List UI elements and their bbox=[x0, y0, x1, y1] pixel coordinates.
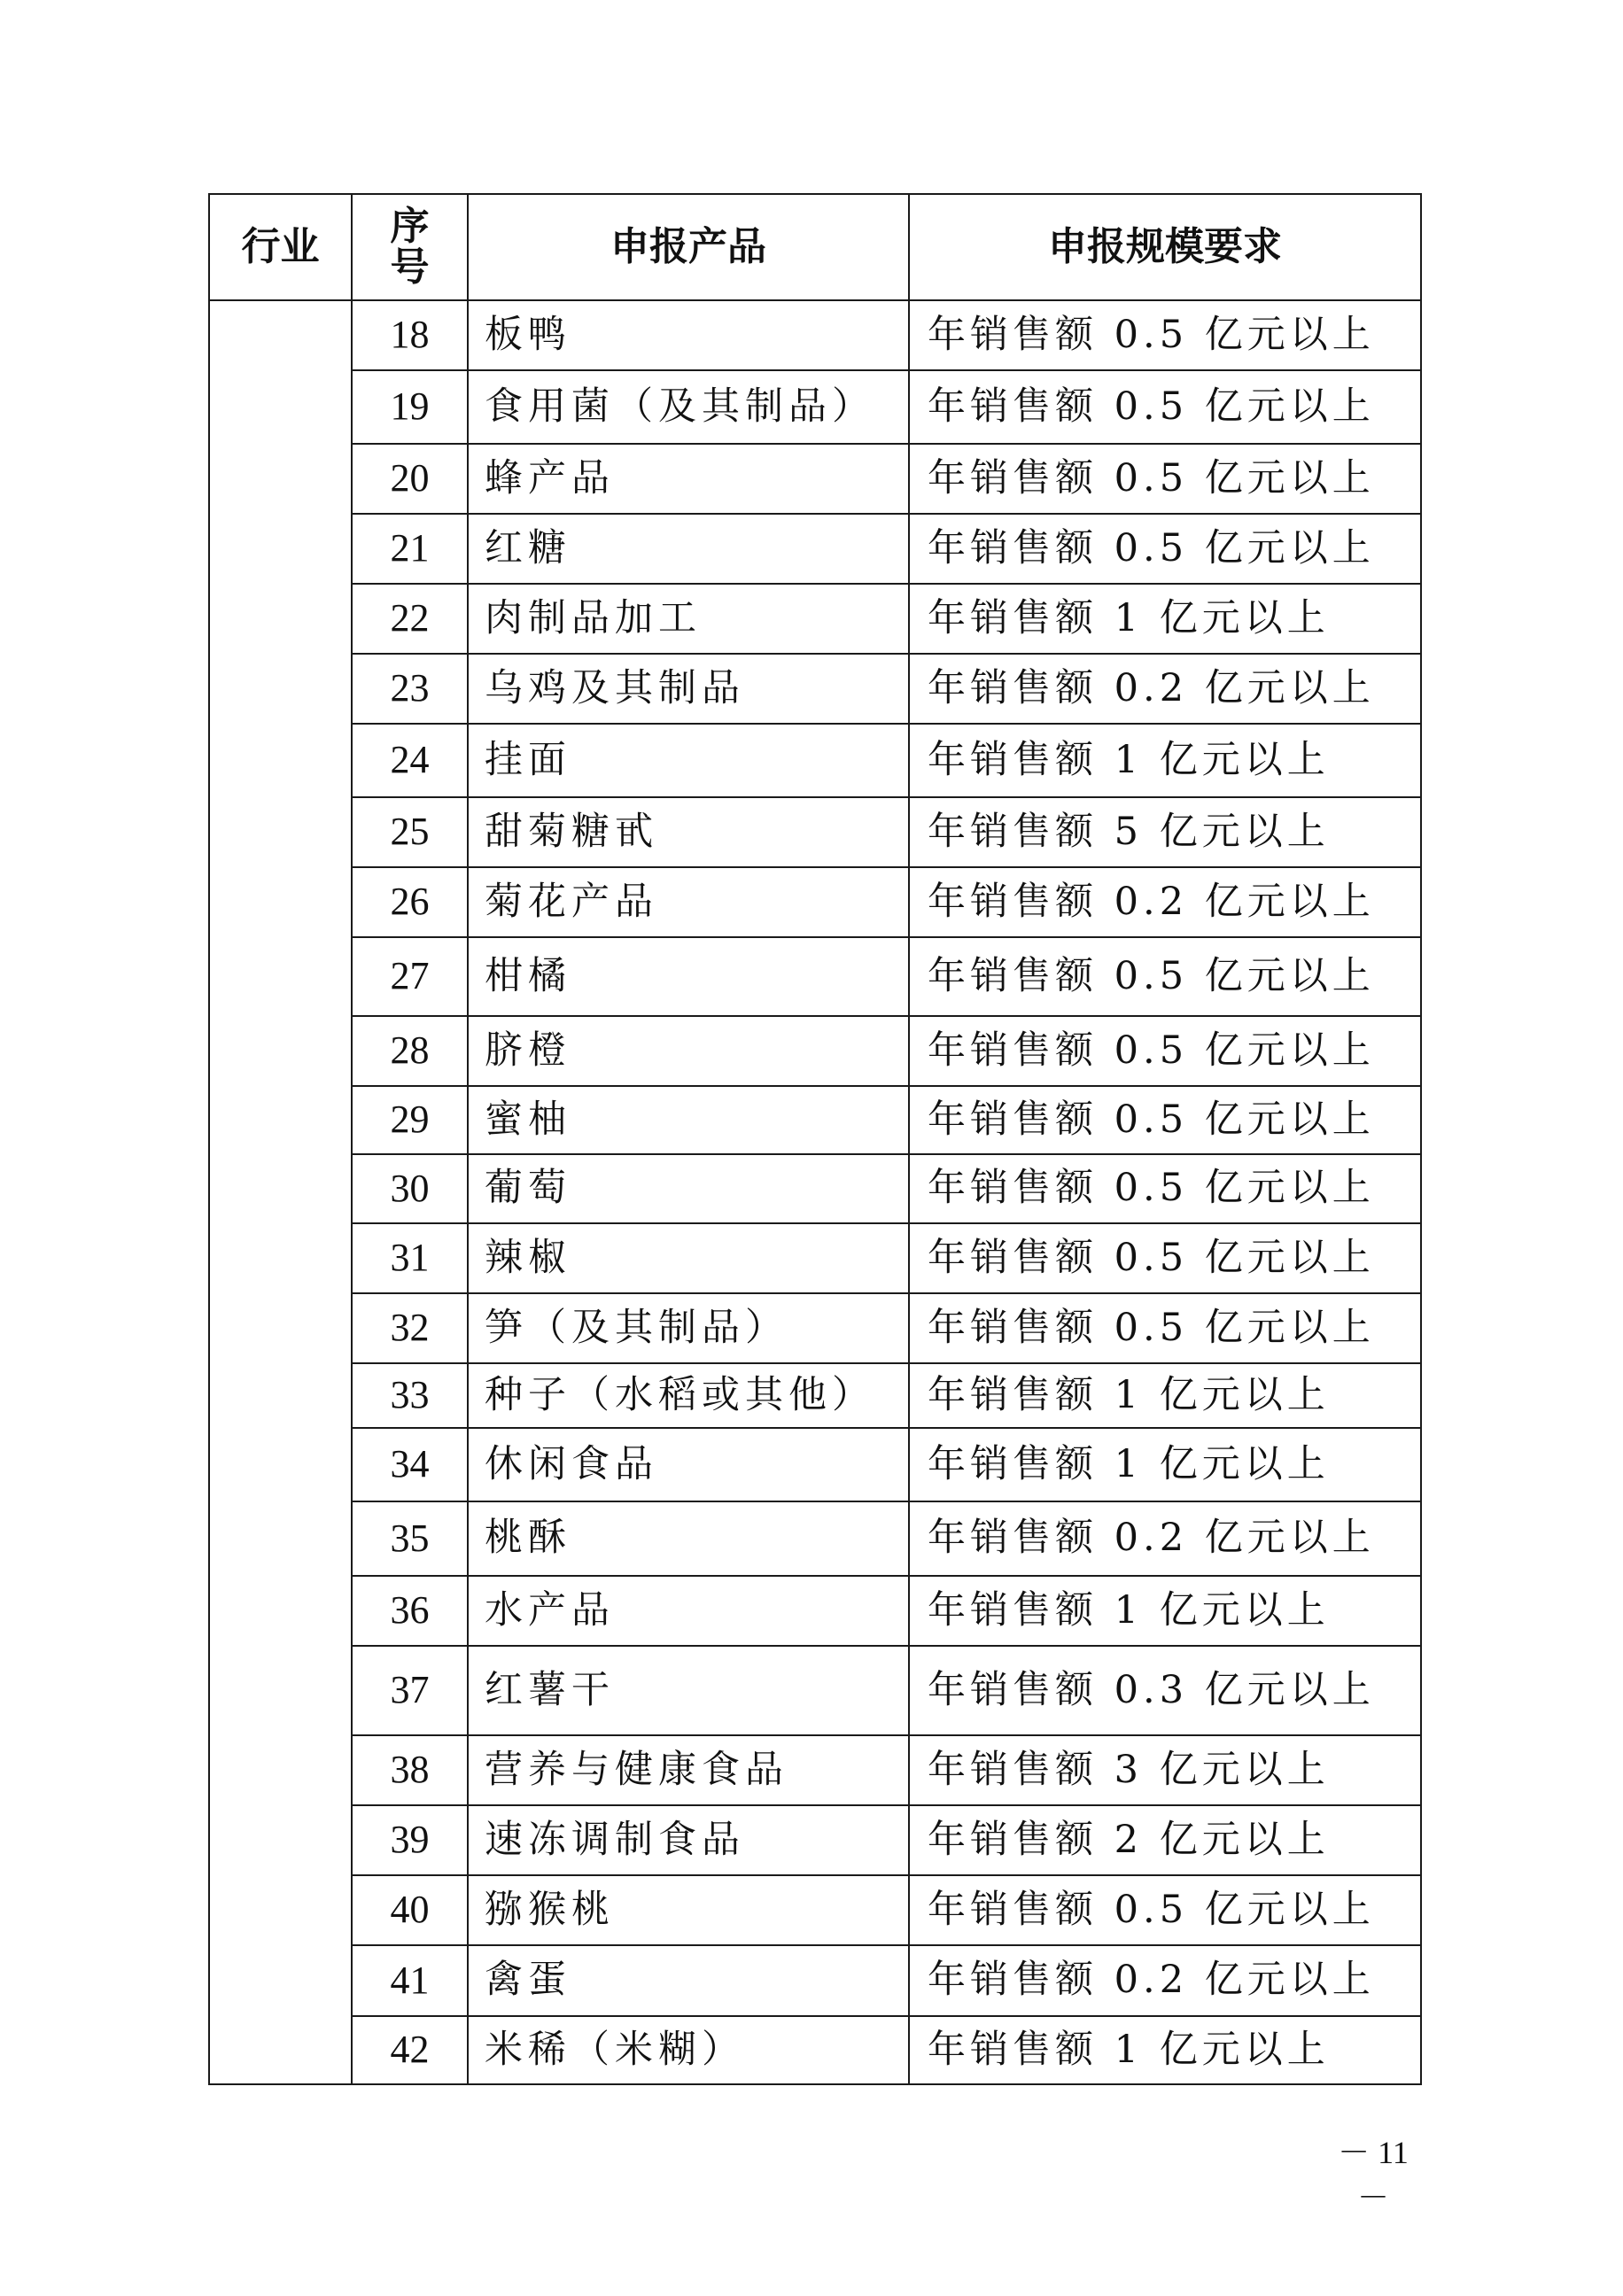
table-row bbox=[209, 1223, 1421, 1293]
industry-cell bbox=[209, 300, 352, 2084]
table-row bbox=[209, 514, 1421, 584]
header-industry: 行业 bbox=[209, 194, 352, 300]
product-cell: 蜜柚 bbox=[468, 1086, 909, 1154]
requirement-cell: 年销售额 3 亿元以上 bbox=[909, 1735, 1421, 1805]
product-cell: 笋（及其制品） bbox=[468, 1293, 909, 1363]
product-cell: 米稀（米糊） bbox=[468, 2016, 909, 2084]
seq-cell: 29 bbox=[352, 1086, 468, 1154]
product-cell: 速冻调制食品 bbox=[468, 1805, 909, 1875]
product-cell: 营养与健康食品 bbox=[468, 1735, 909, 1805]
document-table-container bbox=[208, 193, 1420, 2085]
product-cell: 禽蛋 bbox=[468, 1945, 909, 2016]
product-cell: 种子（水稻或其他） bbox=[468, 1363, 909, 1428]
requirement-cell: 年销售额 0.5 亿元以上 bbox=[909, 1154, 1421, 1223]
product-cell: 食用菌（及其制品） bbox=[468, 370, 909, 444]
seq-cell: 39 bbox=[352, 1805, 468, 1875]
seq-cell: 31 bbox=[352, 1223, 468, 1293]
table-row bbox=[209, 1363, 1421, 1428]
table-header-row bbox=[209, 194, 1421, 300]
product-requirements-table bbox=[208, 193, 1422, 2085]
table-row bbox=[209, 584, 1421, 654]
requirement-cell: 年销售额 0.5 亿元以上 bbox=[909, 1086, 1421, 1154]
table-row bbox=[209, 1154, 1421, 1223]
requirement-cell: 年销售额 0.3 亿元以上 bbox=[909, 1646, 1421, 1735]
seq-cell: 30 bbox=[352, 1154, 468, 1223]
requirement-cell: 年销售额 1 亿元以上 bbox=[909, 724, 1421, 797]
requirement-cell: 年销售额 2 亿元以上 bbox=[909, 1805, 1421, 1875]
table-row bbox=[209, 2016, 1421, 2084]
seq-cell: 27 bbox=[352, 937, 468, 1016]
table-row bbox=[209, 1945, 1421, 2016]
header-requirement: 申报规模要求 bbox=[909, 194, 1421, 300]
product-cell: 菊花产品 bbox=[468, 867, 909, 937]
requirement-cell: 年销售额 0.5 亿元以上 bbox=[909, 1223, 1421, 1293]
seq-cell: 28 bbox=[352, 1016, 468, 1086]
product-cell: 肉制品加工 bbox=[468, 584, 909, 654]
seq-cell: 38 bbox=[352, 1735, 468, 1805]
product-cell: 挂面 bbox=[468, 724, 909, 797]
seq-cell: 18 bbox=[352, 300, 468, 370]
seq-cell: 36 bbox=[352, 1576, 468, 1646]
requirement-cell: 年销售额 0.5 亿元以上 bbox=[909, 514, 1421, 584]
requirement-cell: 年销售额 0.5 亿元以上 bbox=[909, 444, 1421, 514]
product-cell: 水产品 bbox=[468, 1576, 909, 1646]
seq-cell: 23 bbox=[352, 654, 468, 724]
requirement-cell: 年销售额 0.5 亿元以上 bbox=[909, 1016, 1421, 1086]
page-number: － 11 － bbox=[1338, 2135, 1409, 2215]
product-cell: 乌鸡及其制品 bbox=[468, 654, 909, 724]
table-row bbox=[209, 444, 1421, 514]
product-cell: 板鸭 bbox=[468, 300, 909, 370]
product-cell: 脐橙 bbox=[468, 1016, 909, 1086]
table-row bbox=[209, 797, 1421, 867]
product-cell: 葡萄 bbox=[468, 1154, 909, 1223]
requirement-cell: 年销售额 0.2 亿元以上 bbox=[909, 867, 1421, 937]
header-seq-bottom: 号 bbox=[390, 244, 430, 290]
seq-cell: 24 bbox=[352, 724, 468, 797]
table-row bbox=[209, 1293, 1421, 1363]
header-seq bbox=[352, 194, 468, 300]
product-cell: 甜菊糖甙 bbox=[468, 797, 909, 867]
requirement-cell: 年销售额 0.2 亿元以上 bbox=[909, 1945, 1421, 2016]
product-cell: 红薯干 bbox=[468, 1646, 909, 1735]
table-body bbox=[209, 300, 1421, 2084]
requirement-cell: 年销售额 1 亿元以上 bbox=[909, 1576, 1421, 1646]
requirement-cell: 年销售额 0.2 亿元以上 bbox=[909, 654, 1421, 724]
table-row bbox=[209, 1875, 1421, 1945]
requirement-cell: 年销售额 5 亿元以上 bbox=[909, 797, 1421, 867]
seq-cell: 20 bbox=[352, 444, 468, 514]
seq-cell: 35 bbox=[352, 1501, 468, 1576]
header-seq-top: 序 bbox=[390, 203, 430, 249]
product-cell: 柑橘 bbox=[468, 937, 909, 1016]
seq-cell: 42 bbox=[352, 2016, 468, 2084]
requirement-cell: 年销售额 1 亿元以上 bbox=[909, 584, 1421, 654]
product-cell: 休闲食品 bbox=[468, 1428, 909, 1501]
requirement-cell: 年销售额 0.5 亿元以上 bbox=[909, 937, 1421, 1016]
product-cell: 蜂产品 bbox=[468, 444, 909, 514]
table-row bbox=[209, 1501, 1421, 1576]
table-row bbox=[209, 1805, 1421, 1875]
product-cell: 红糖 bbox=[468, 514, 909, 584]
table-row bbox=[209, 370, 1421, 444]
table-row bbox=[209, 654, 1421, 724]
seq-cell: 32 bbox=[352, 1293, 468, 1363]
seq-cell: 22 bbox=[352, 584, 468, 654]
requirement-cell: 年销售额 1 亿元以上 bbox=[909, 1363, 1421, 1428]
table-row bbox=[209, 724, 1421, 797]
requirement-cell: 年销售额 1 亿元以上 bbox=[909, 1428, 1421, 1501]
table-row bbox=[209, 300, 1421, 370]
requirement-cell: 年销售额 0.5 亿元以上 bbox=[909, 1875, 1421, 1945]
table-row bbox=[209, 937, 1421, 1016]
table-row bbox=[209, 1428, 1421, 1501]
requirement-cell: 年销售额 0.5 亿元以上 bbox=[909, 300, 1421, 370]
product-cell: 辣椒 bbox=[468, 1223, 909, 1293]
seq-cell: 33 bbox=[352, 1363, 468, 1428]
requirement-cell: 年销售额 0.2 亿元以上 bbox=[909, 1501, 1421, 1576]
table-row bbox=[209, 1735, 1421, 1805]
seq-cell: 37 bbox=[352, 1646, 468, 1735]
header-product: 申报产品 bbox=[468, 194, 909, 300]
seq-cell: 34 bbox=[352, 1428, 468, 1501]
product-cell: 猕猴桃 bbox=[468, 1875, 909, 1945]
table-row bbox=[209, 1016, 1421, 1086]
product-cell: 桃酥 bbox=[468, 1501, 909, 1576]
seq-cell: 25 bbox=[352, 797, 468, 867]
requirement-cell: 年销售额 0.5 亿元以上 bbox=[909, 1293, 1421, 1363]
requirement-cell: 年销售额 1 亿元以上 bbox=[909, 2016, 1421, 2084]
table-row bbox=[209, 1086, 1421, 1154]
seq-cell: 40 bbox=[352, 1875, 468, 1945]
table-row bbox=[209, 1646, 1421, 1735]
table-row bbox=[209, 1576, 1421, 1646]
seq-cell: 19 bbox=[352, 370, 468, 444]
seq-cell: 41 bbox=[352, 1945, 468, 2016]
seq-cell: 21 bbox=[352, 514, 468, 584]
seq-cell: 26 bbox=[352, 867, 468, 937]
table-row bbox=[209, 867, 1421, 937]
requirement-cell: 年销售额 0.5 亿元以上 bbox=[909, 370, 1421, 444]
